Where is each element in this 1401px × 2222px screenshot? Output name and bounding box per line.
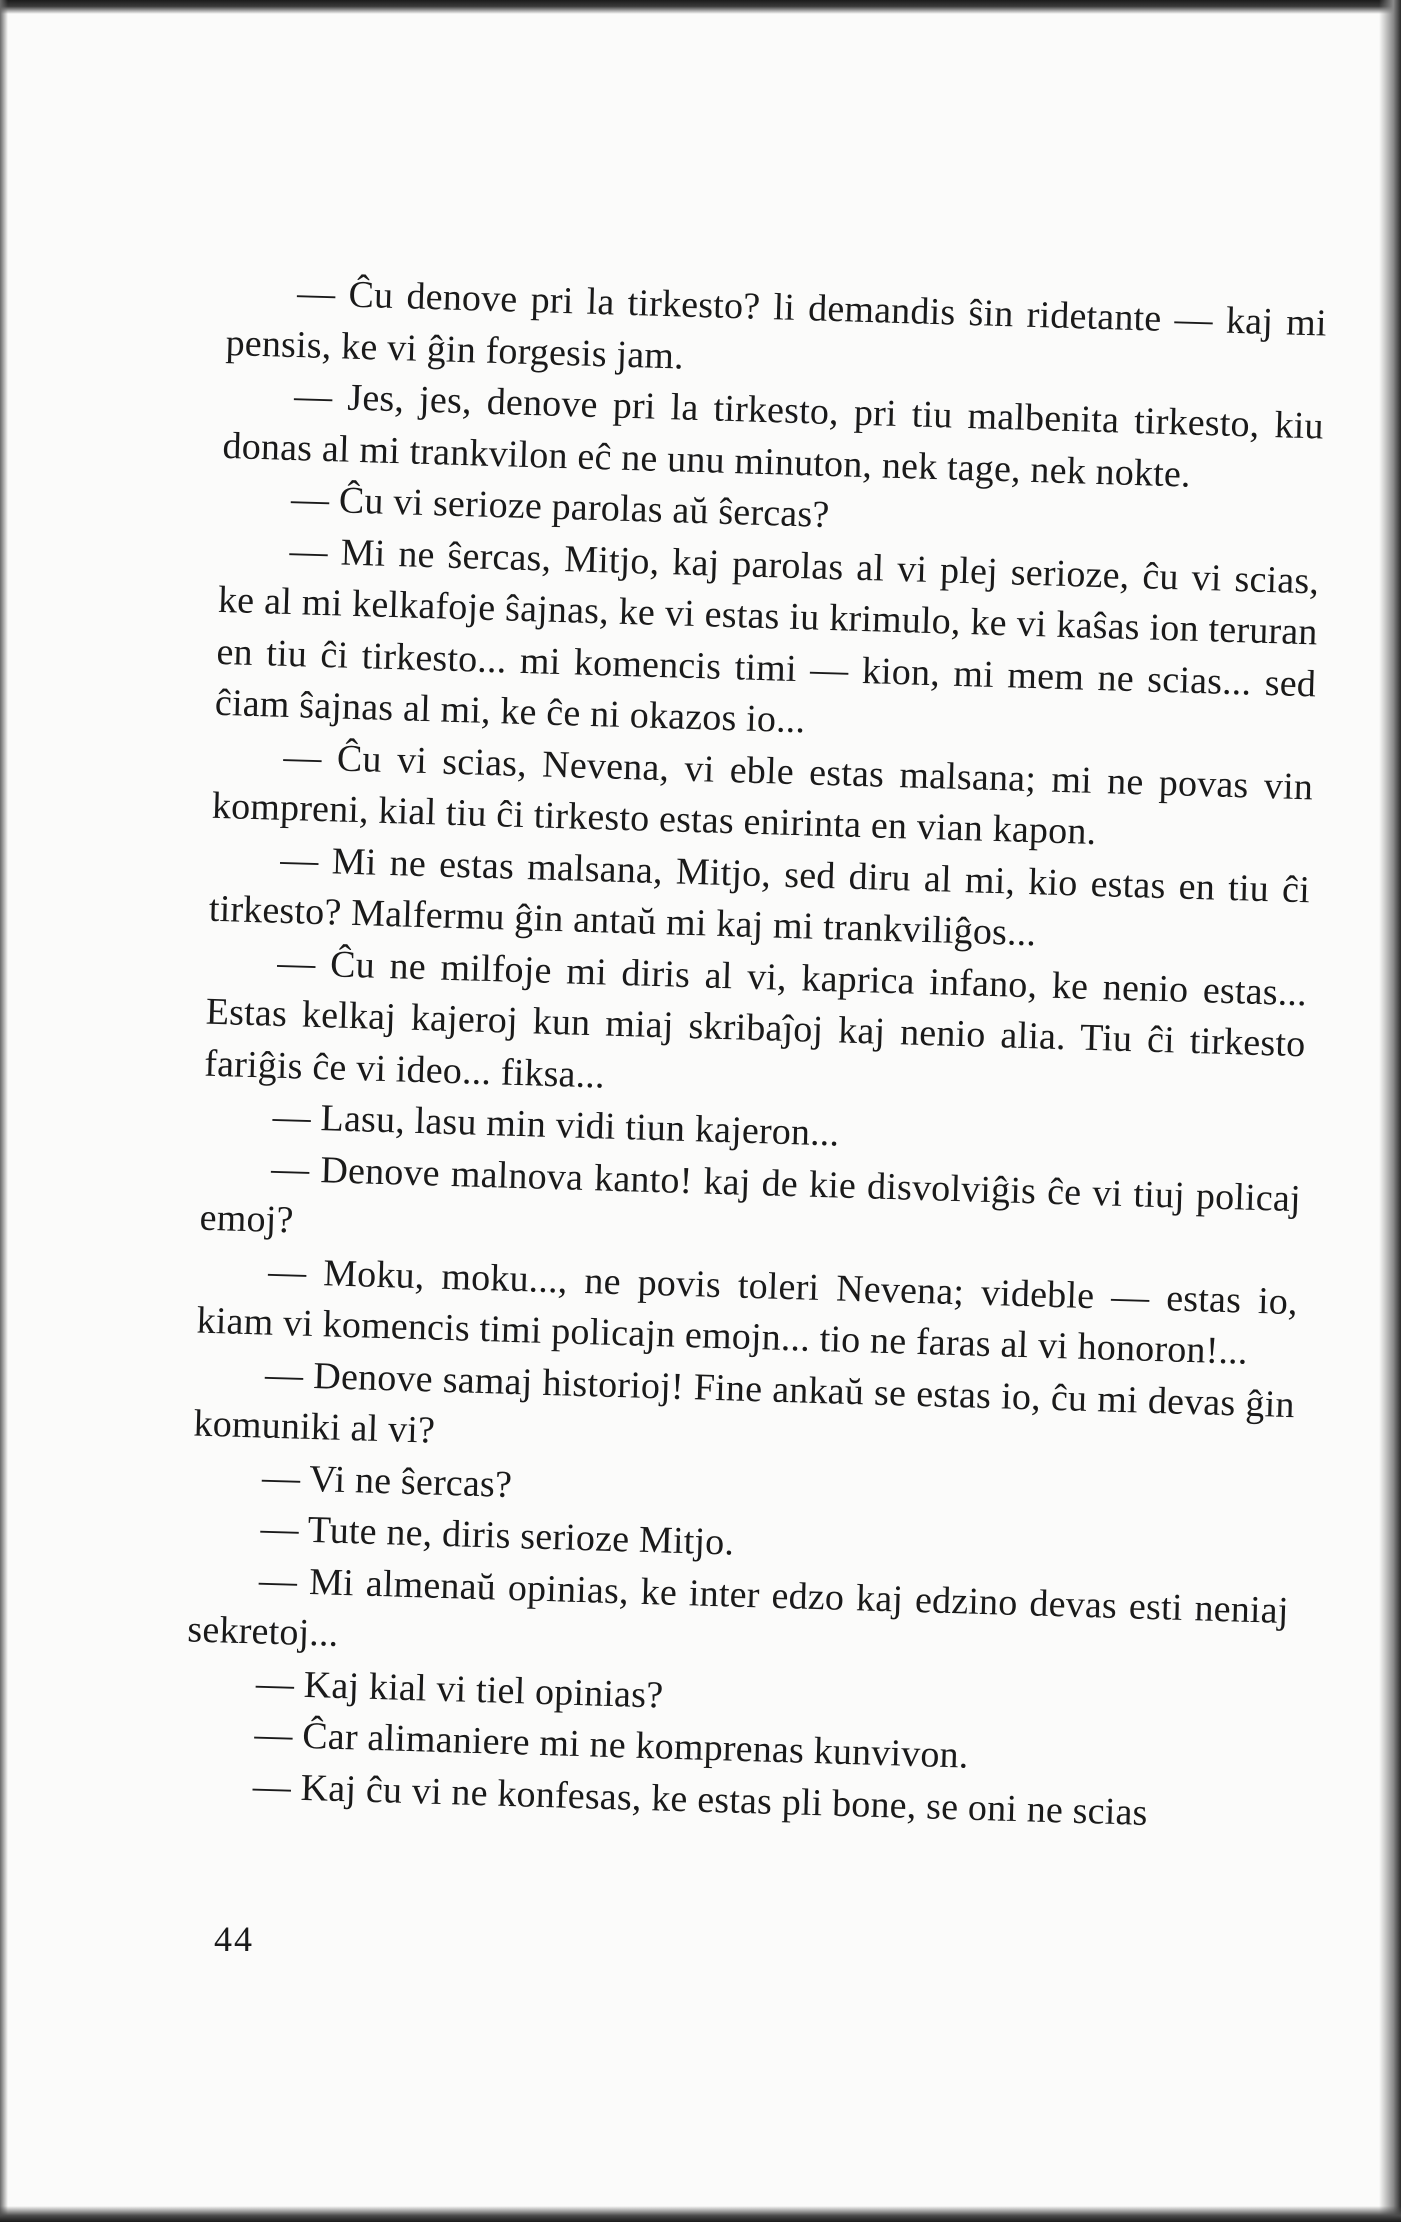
dialogue-paragraph: — Tute ne, diris serioze Mitjo. bbox=[259, 1507, 735, 1564]
scan-edge-top bbox=[0, 0, 1401, 14]
dialogue-paragraph: — Ĉu ne milfoje mi diris al vi, kapricа infano, ke nenio estas... Estas kelkaj kajeroj kun miaj skribaĵoj kaj nenio alia. Tiu ĉi tirkesto fariĝis ĉe vi ideo... fiksa... bbox=[203, 941, 1308, 1097]
dialogue-paragraph: — Mi ne ŝercas, Mitjo, kaj parolas al vi plej serioze, ĉu vi scias, ke al mi kelkafoje ŝajnas, ke vi estas iu krimulo, ke vi kaŝas ion teruran en tiu ĉi tirkesto... mi komencis timi — kion, mi mem ne scias... sed ĉiam ŝajnas al mi, ke ĉe ni okazos io... bbox=[214, 529, 1320, 742]
scan-edge-left bbox=[0, 0, 8, 2222]
dialogue-paragraph: — Vi ne ŝercas? bbox=[261, 1456, 513, 1506]
page-number: 44 bbox=[214, 1919, 254, 1959]
dialogue-paragraph: — Ĉu denove pri la tirkesto? li demandis ŝin ridetante — kaj mi pensis, ke vi ĝin forgesis jam. bbox=[225, 272, 1328, 378]
dialogue-paragraph: — Ĉu vi serioze parolas aŭ ŝercas? bbox=[290, 477, 831, 536]
dialogue-paragraph: — Kaj kial vi tiel opinias? bbox=[255, 1661, 664, 1717]
dialogue-paragraph: — Lasu, lasu min vidi tiun kajeron... bbox=[272, 1095, 840, 1155]
dialogue-paragraph: — Ĉu vi scias, Nevena, vi eble estas malsana; mi ne povas vin kompreni, kial tiu ĉi tirkesto estas enirinta en vian kapon. bbox=[211, 735, 1314, 853]
dialogue-paragraph: — Kaj ĉu vi ne konfesas, ke estas pli bone, se oni ne scias bbox=[252, 1764, 1149, 1834]
body-text bbox=[182, 266, 1327, 1843]
dialogue-paragraph: — Denove malnova kanto! kaj de kie disvolviĝis ĉe vi tiuj policaj emoj? bbox=[199, 1147, 1302, 1242]
dialogue-paragraph: — Moku, moku..., ne povis toleri Nevena; videble — estas io, kiam vi komencis timi policajn emojn... tio ne faras al vi honoron!... bbox=[196, 1250, 1299, 1373]
dialogue-paragraph: — Mi almenaŭ opinias, ke inter edzo kaj edzino devas esti neniaj sekretoj... bbox=[186, 1559, 1290, 1655]
scan-edge-right bbox=[1379, 0, 1401, 2222]
dialogue-paragraph: — Mi ne estas malsana, Mitjo, sed diru al mi, kio estas en tiu ĉi tirkesto? Malfermu ĝin antaŭ mi kaj mi trankviliĝos... bbox=[208, 838, 1311, 955]
scan-edge-bottom bbox=[0, 2206, 1401, 2222]
dialogue-paragraph: — Ĉar alimaniere mi ne komprenas kunvivon. bbox=[253, 1713, 970, 1777]
dialogue-paragraph: — Denove samaj historioj! Fine ankaŭ se estas io, ĉu mi devas ĝin komuniki al vi? bbox=[193, 1353, 1296, 1452]
dialogue-paragraph: — Jes, jes, denove pri la tirkesto, pri tiu malbenita tirkesto, kiu donas al mi trankvilon eĉ ne unu minuton, nek tage, nek nokte. bbox=[222, 375, 1325, 496]
